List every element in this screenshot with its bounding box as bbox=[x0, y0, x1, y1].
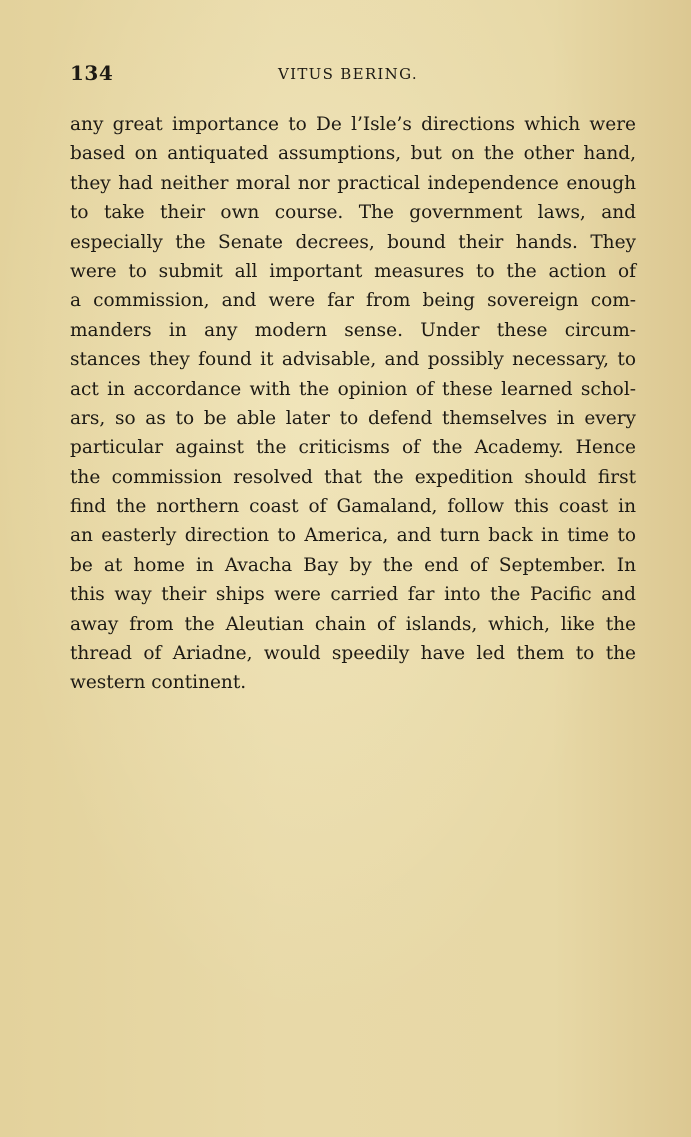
text-line: based on antiquated assumptions, but on the other hand, bbox=[70, 143, 636, 165]
text-line: they had neither moral nor practical independence enough bbox=[70, 172, 636, 194]
text-line: this way their ships were carried far into the Pacific and bbox=[70, 584, 636, 606]
text-line: act in accordance with the opinion of these learned schol- bbox=[70, 378, 636, 400]
text-line: were to submit all important measures to the action of bbox=[70, 260, 636, 282]
text-line: any great importance to De l’Isle’s directions which were bbox=[70, 114, 636, 135]
page-header bbox=[70, 61, 636, 87]
text-line: stances they found it advisable, and possibly necessary, to bbox=[70, 349, 636, 371]
text-line: ars, so as to be able later to defend themselves in every bbox=[70, 407, 636, 429]
text-line: particular against the criticisms of the Academy. Hence bbox=[70, 437, 636, 459]
text-line: especially the Senate decrees, bound their hands. They bbox=[70, 231, 636, 253]
text-line: manders in any modern sense. Under these circum- bbox=[70, 319, 636, 341]
text-line: western continent. bbox=[70, 672, 247, 694]
text-line: the commission resolved that the expedition should first bbox=[70, 466, 636, 488]
text-line: be at home in Avacha Bay by the end of September. In bbox=[70, 554, 636, 576]
page-number: 134 bbox=[70, 61, 114, 85]
text-line: find the northern coast of Gamaland, follow this coast in bbox=[70, 496, 636, 518]
text-line: thread of Ariadne, would speedily have led them to the bbox=[70, 643, 636, 665]
running-head: VITUS BERING. bbox=[278, 65, 418, 83]
body-paragraph bbox=[70, 110, 636, 698]
text-line: away from the Aleutian chain of islands, which, like the bbox=[70, 613, 636, 635]
text-line: an easterly direction to America, and turn back in time to bbox=[70, 525, 636, 547]
text-line: to take their own course. The government laws, and bbox=[70, 202, 636, 224]
text-line: a commission, and were far from being sovereign com- bbox=[70, 290, 636, 312]
